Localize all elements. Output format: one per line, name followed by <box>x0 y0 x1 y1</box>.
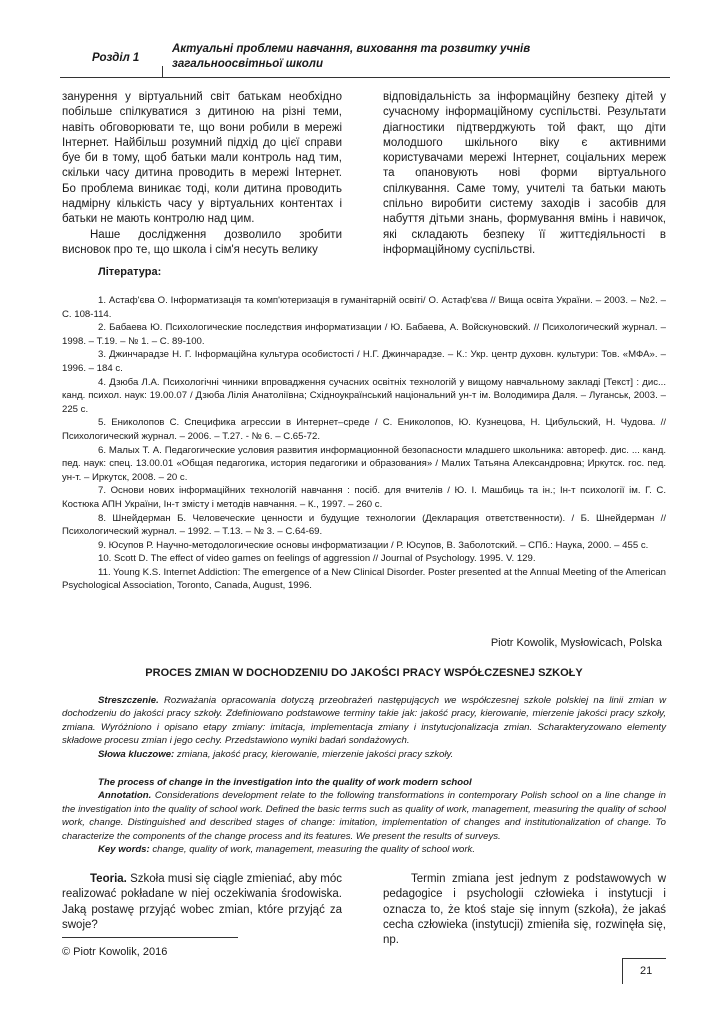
paragraph: Termin zmiana jest jednym z podstawowych w pedagogice i psychologii człowieka i instytucji i oznacza to, że ktoś staje się innym (szkoła), że jakaś cecha człowieka (instytucji) zmieniła się, rozwinęła się, np. <box>383 873 666 947</box>
reference-item: 9. Юсупов Р. Научно-методологические основы информатизации / Р. Юсупов, В. Заболотский. – СПб.: Наука, 2000. – 455 с. <box>98 539 649 551</box>
keywords-label: Key words: <box>98 844 150 856</box>
abstract-english-title: The process of change in the investigation into the quality of work modern school <box>98 777 472 788</box>
keywords-text: zmiana, jakość pracy, kierowanie, mierzenie jakości pracy szkoły. <box>174 748 454 760</box>
header-title: Актуальні проблеми навчання, виховання та розвитку учнів загальноосвітньої школи <box>172 43 531 70</box>
reference-item: 2. Бабаева Ю. Психологические последствия информатизации / Ю. Бабаева, А. Войскуновский. // Психологический журнал. – 1998. – Т.19. – № 1. – С. 89-100. <box>62 322 666 347</box>
reference-item: 11. Young K.S. Internet Addiction: The emergence of a New Clinical Disorder. Poster presented at the Annual Meeting of the American Psychological Association, Toronto, Canada, August, 1996. <box>62 566 666 592</box>
footnote-rule <box>62 937 238 938</box>
reference-item: 6. Малых Т. А. Педагогические условия развития информационной безопасности младшего школьника: автореф. дис. ... канд. пед. наук: спец. 13.00.01 «Общая педагогика, история педагогики и образования» / Малих Татьяна Александровна; Иркутск. гос. пед. ун-т. – Иркутск, 2008. – 20 с. <box>62 444 666 483</box>
reference-item: 8. Шнейдерман Б. Человеческие ценности и будущие технологии (Декларация ответственности). / Б. Шнейдерман // Психологический журнал. – 1992. – Т.13. – № 3. – С.64-69. <box>62 512 666 538</box>
article-title: PROCES ZMIAN W DOCHODZENIU DO JAKOŚCI PRACY WSPÓŁCZESNEJ SZKOŁY <box>145 667 583 679</box>
reference-item: 5. Ениколопов С. Специфика агрессии в Интернет–среде / С. Ениколопов, Ю. Кузнецова, Н. Цибульский, Н. Чудова. // Психологический журнал. – 2006. – Т.27. - № 6. – С.65-72. <box>62 417 666 442</box>
reference-list <box>62 294 666 593</box>
header-rule <box>60 77 670 78</box>
header-section-label: Розділ 1 <box>92 52 140 64</box>
keywords-label: Słowa kluczowe: <box>98 748 175 760</box>
annotation-text: Considerations development relate to the following transformations in contemporary Polish school on a line change in the investigation into the quality of school work. Defined the basic terms such as quality of work, management, measuring the quality of school work, change. Distinguished and described stages of change: imitation, implementation of changes and institutionalization of change. To characterize the components of the change process and its features. We present the results of surveys. <box>62 790 666 842</box>
body-column-left <box>62 90 342 258</box>
reference-item: 4. Дзюба Л.А. Психологічні чинники впровадження сучасних освітніх технологій у вищому навчальному закладі [Текст] : дис... канд. психол. наук: 19.00.07 / Дзюба Лілія Анатоліївна; Східноукраїнський національний ун-т ім. Володимира Даля. – Луганськ, 2003. – 225 с. <box>62 376 666 415</box>
annotation-label: Annotation. <box>98 790 152 802</box>
reference-item: 10. Scott D. The effect of video games on feelings of aggression // Journal of Psychology. 1995. V. 129. <box>98 553 536 565</box>
paragraph: відповідальність за інформаційну безпеку дітей у сучасному інформаційному суспільстві. Результати діагностики підтверджують той факт, що діти молодшого шкільного віку є активними користувачами мережі Інтернет, соціальних мереж та опановують нові форми віртуального спілкування. Саме тому, учителі та батьки мають спільно виробити систему заходів і засобів для набуття дітьми знань, формування вмінь і навичок, які складають безпеку її життєдіяльності в інформаційному суспільстві. <box>383 91 666 256</box>
paragraph: занурення у віртуальний світ батькам необхідно побільше спілкуватися з дитиною на різні теми, навіть обговорювати те, що вони робили в мережі Інтернет. Найбільш розумний підхід до цієї справи буе би в тому, щоб батьки мали контроль над тим, скільки часу дитина проводить в мережі Інтернет. Бо проблема виникає тоді, коли дитина проводить надмірну кількість часу у віртуальних контентах і батьки не мають контролю над цим. <box>62 91 342 226</box>
paragraph-text: Szkoła musi się ciągle zmieniać, aby móc realizować pokładane w niej oczekiwania środowiska. Jaką postawę przyjąć wobec zmian, które przyjąć za swoje? <box>62 873 342 931</box>
abstract-label: Streszczenie. <box>98 695 159 706</box>
running-header <box>60 38 670 78</box>
reference-item: 7. Основи нових інформаційних технологій навчання : посіб. для вчителів / Ю. І. Машбиць та ін.; Ін-т психології ім. Г. С. Костюка АПН України, Ін-т змісту і методів навчання. – К., 1997. – 260 с. <box>62 485 666 510</box>
body-column-right <box>383 90 666 258</box>
page-number: 21 <box>640 965 653 977</box>
abstract-text: Rozważania opracowania dotyczą przeobrażeń następujących we współczesnej szkole polskiej na linii zmian w dochodzeniu do jakości pracy szkoły. Zdefiniowano podstawowe terminy takie jak: jakość pracy, kierowanie, mierzenie jakości pracy szkoły, zmiana. Wyróżniono i opisano etapy zmiany: imitacja, implementacja zmiany i instytucjonalizacja zmian. Scharakteryzowano elementy składowe procesu zmian i jego cechy. Przedstawiono wyniki badań sondażowych. <box>62 695 666 747</box>
reference-item: 3. Джинчарадзе Н. Г. Інформаційна культура особистості / Н.Г. Джинчарадзе. – К.: Укр. центр духовн. культури: Тов. «МФА». – 1996. – 184 с. <box>62 349 666 374</box>
abstract-polish <box>62 694 666 761</box>
literature-heading: Література: <box>98 266 162 278</box>
body-column-left-lower <box>62 872 342 933</box>
section-label: Teoria. <box>90 873 127 885</box>
paragraph: Наше дослідження дозволило зробити висновок про те, що школа і сім'я несуть велику <box>62 228 342 256</box>
keywords-text: change, quality of work, management, measuring the quality of school work. <box>149 844 476 856</box>
body-column-right-lower <box>383 872 666 948</box>
article-author: Piotr Kowolik, Mysłowicach, Polska <box>490 637 662 649</box>
copyright-footnote: © Piotr Kowolik, 2016 <box>62 946 168 958</box>
reference-item: 1. Астаф'єва О. Інформатизація та комп'ютеризація в гуманітарній освіті/ О. Астаф'єва // Вища освіта України. – 2003. – №2. – С. 108-114. <box>62 295 666 320</box>
abstract-english <box>62 776 666 856</box>
